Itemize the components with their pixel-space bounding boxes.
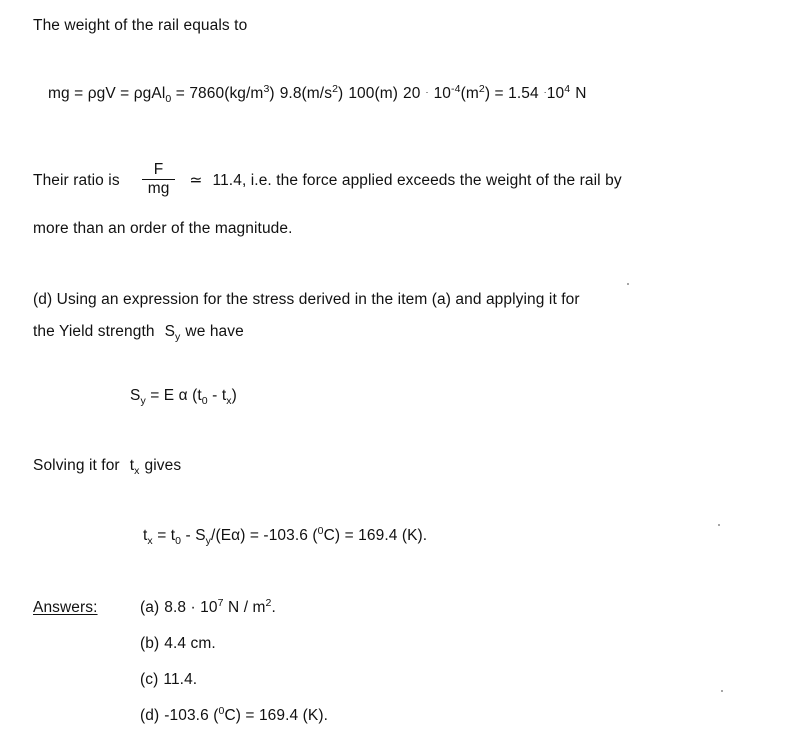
weight-eq-area-units-open: (m — [460, 85, 479, 102]
yield-eq-tx-sub: x — [226, 395, 232, 408]
part-d-line-2-suffix: we have — [185, 323, 244, 340]
tx-eq-eq2: = -103.6 ( — [245, 527, 318, 544]
scan-speck — [718, 524, 720, 526]
answer-a-text-after: . — [271, 599, 276, 616]
answer-a-tag: (a) — [140, 599, 160, 616]
part-d-line-2-prefix: the Yield strength — [33, 323, 155, 340]
answer-b-tag: (b) — [140, 635, 160, 652]
answer-item-d — [140, 704, 329, 724]
answer-item-a — [140, 596, 276, 616]
weight-eq-equals-2: = — [490, 85, 509, 102]
answer-d-tag: (d) — [140, 707, 160, 724]
answer-d-exp: 0 — [218, 704, 225, 717]
weight-eq-result-unit: N — [575, 85, 587, 102]
ratio-continuation-line: more than an order of the magnitude. — [33, 220, 293, 237]
weight-eq-gravity-exp: 2 — [332, 82, 339, 95]
tx-eq-close-paren: ) — [240, 527, 246, 544]
weight-eq-area-dot: · — [425, 87, 429, 97]
ratio-prefix: Their ratio is — [33, 171, 120, 189]
part-d-yield-symbol: S — [164, 323, 176, 340]
answer-a-exp2: 2 — [265, 596, 272, 609]
solving-prefix: Solving it for — [33, 457, 120, 474]
ratio-line — [33, 163, 622, 199]
answer-d-text-mid: C) = 169.4 (K). — [224, 707, 329, 724]
yield-eq-t0-sub: 0 — [201, 395, 208, 408]
answer-item-c — [140, 672, 197, 688]
yield-eq-alpha: α — [178, 387, 188, 404]
weight-eq-density: 7860(kg/m — [189, 85, 264, 102]
tx-eq-eq3: = 169.4 (K). — [340, 527, 428, 544]
yield-eq-sy: S — [130, 387, 141, 404]
scan-speck — [627, 283, 629, 285]
weight-eq-result-mantissa: 1.54 — [508, 85, 539, 102]
tx-eq-eq1: = t — [152, 527, 176, 544]
tx-eq-degree: 0 — [317, 524, 324, 537]
tx-eq-tx: t — [143, 527, 148, 544]
weight-eq-rho-g-a: ρgAl — [133, 85, 166, 102]
weight-eq-result-base: 10 — [546, 85, 565, 102]
answer-c-tag: (c) — [140, 671, 159, 688]
answer-c-text: 11.4. — [163, 671, 198, 688]
answer-a-exp: 7 — [217, 596, 224, 609]
weight-eq-result-exp: 4 — [564, 82, 571, 95]
part-d-line-2 — [33, 323, 244, 344]
ratio-fraction-denominator: mg — [147, 180, 170, 198]
weight-eq-area: 20 — [403, 85, 421, 102]
weight-eq-result-dot: · — [543, 87, 547, 97]
weight-eq-area-power-base: 10 — [433, 85, 452, 102]
weight-equation — [48, 82, 587, 106]
ratio-fraction — [142, 162, 176, 198]
answer-b-text: 4.4 cm. — [164, 635, 216, 652]
answer-a-text-mid: N / m — [223, 599, 266, 616]
yield-eq-minus: - t — [207, 387, 227, 404]
weight-eq-lhs: mg = — [48, 85, 88, 102]
weight-eq-area-units-close: ) — [484, 85, 491, 102]
tx-eq-alpha: α — [231, 527, 241, 544]
part-d-yield-symbol-sub: y — [175, 331, 181, 344]
ratio-value: 11.4 — [212, 171, 242, 189]
tx-eq-t0-sub: 0 — [175, 535, 182, 548]
intro-line: The weight of the rail equals to — [33, 17, 248, 34]
ratio-fraction-numerator: F — [153, 161, 164, 178]
yield-eq-equals: = E — [145, 387, 179, 404]
answers-label: Answers: — [33, 599, 98, 616]
yield-equation — [130, 387, 237, 408]
tx-eq-tx-sub: x — [147, 535, 153, 548]
part-d-line-1: (d) Using an expression for the stress derived in the item (a) and applying it for — [33, 291, 580, 308]
weight-eq-rho-g-a-sub: 0 — [165, 93, 172, 106]
tx-eq-celsius: C) — [323, 527, 341, 544]
solving-symbol: t — [129, 457, 135, 474]
tx-eq-over: /(E — [211, 527, 232, 544]
tx-equation — [143, 524, 428, 548]
scan-speck — [721, 690, 723, 692]
ratio-suffix: , i.e. the force applied exceeds the weight of the rail by — [241, 171, 622, 189]
weight-eq-density-exp: 3 — [263, 82, 270, 95]
ratio-approx-equals: ≃ — [189, 171, 203, 189]
solving-line — [33, 457, 182, 478]
weight-eq-gravity: 9.8(m/s — [279, 85, 333, 102]
weight-eq-rho-g-v: ρgV = — [87, 85, 134, 102]
answer-item-b — [140, 636, 216, 652]
weight-eq-gravity-close: ) — [338, 85, 344, 102]
tx-eq-sy-sub: y — [205, 535, 212, 548]
yield-eq-sy-sub: y — [140, 395, 146, 408]
solving-symbol-sub: x — [134, 465, 140, 478]
weight-eq-length: 100(m) — [348, 85, 399, 102]
answer-d-text: -103.6 ( — [164, 707, 219, 724]
yield-eq-close: ) — [231, 387, 237, 404]
weight-eq-equals-1: = — [171, 85, 190, 102]
weight-eq-density-close: ) — [269, 85, 275, 102]
solving-suffix: gives — [144, 457, 182, 474]
tx-eq-minus-sy: - S — [181, 527, 206, 544]
yield-eq-open: (t — [187, 387, 202, 404]
weight-eq-area-power-exp: -4 — [451, 82, 461, 95]
weight-eq-area-units-exp: 2 — [478, 82, 485, 95]
answer-a-text: 8.8 · 10 — [164, 599, 218, 616]
